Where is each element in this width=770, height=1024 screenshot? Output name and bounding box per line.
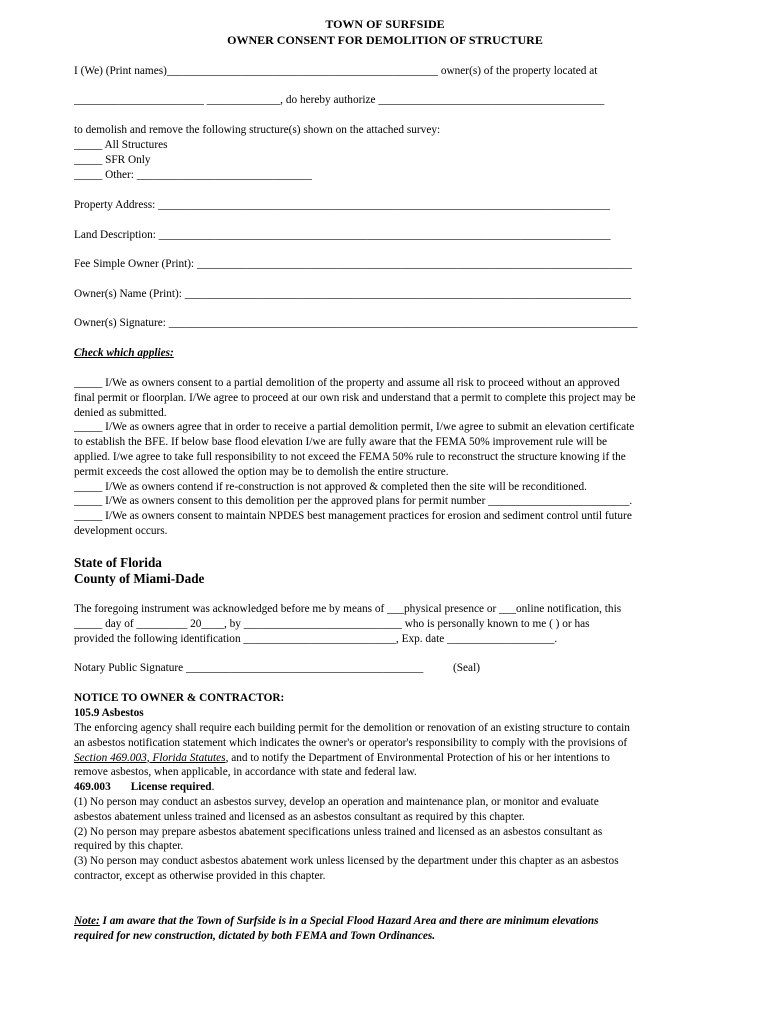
applies-line: permit exceeds the cost allowed the option may be to demolish the entire structure. — [74, 465, 449, 478]
authorize-line: _______________________ _____________, do hereby authorize ________________________________________ — [74, 94, 605, 106]
applies-line: applied. I/we agree to take full responsibility to not exceed the FEMA 50% rule to reconstruct the structure knowing if the — [74, 450, 626, 463]
license-line: contractor, except as otherwise provided in this chapter. — [74, 869, 326, 882]
statute-rest: , and to notify the Department of Environmental Protection of his or her intentions to — [225, 751, 610, 764]
license-section-title: License required — [130, 781, 212, 793]
land-description-field: Land Description: ________________________________________________________________________________ — [74, 229, 611, 241]
note-line-2: required for new construction, dictated by both FEMA and Town Ordinances. — [74, 929, 436, 942]
acknowledgment-block — [74, 602, 706, 646]
acknowledgment-line: _____ day of _________ 20____, by ____________________________ who is personally known to me ( ) or has — [74, 617, 590, 630]
notice-heading: NOTICE TO OWNER & CONTRACTOR: — [74, 692, 285, 704]
town-title: TOWN OF SURFSIDE — [325, 17, 445, 31]
demolish-intro: to demolish and remove the following structure(s) shown on the attached survey: — [74, 124, 441, 136]
license-line: (2) No person may prepare asbestos abatement specifications unless trained and licensed as an asbestos consultant as — [74, 825, 603, 838]
license-subheading: 469.003 License required. — [74, 781, 215, 793]
owner-names-line: I (We) (Print names)________________________________________________ owner(s) of the property located at — [74, 65, 598, 77]
owner-name-field: Owner(s) Name (Print): _______________________________________________________________________________ — [74, 288, 631, 300]
asbestos-line: remove asbestos, when applicable, in accordance with state and federal law. — [74, 766, 417, 779]
applies-list — [74, 376, 706, 539]
owner-signature-field: Owner(s) Signature: ___________________________________________________________________________________ — [74, 317, 638, 329]
flood-note — [74, 914, 706, 944]
asbestos-text — [74, 721, 706, 780]
asbestos-line — [74, 751, 706, 766]
acknowledgment-line: The foregoing instrument was acknowledged before me by means of ___physical presence or ___online notification, this — [74, 603, 622, 615]
form-title: OWNER CONSENT FOR DEMOLITION OF STRUCTURE — [227, 33, 543, 47]
fee-simple-owner-field: Fee Simple Owner (Print): _____________________________________________________________________________ — [74, 258, 632, 270]
option-all-structures: _____ All Structures — [74, 139, 168, 151]
license-line: asbestos abatement unless trained and licensed as an asbestos consultant as required by this chapter. — [74, 810, 525, 823]
option-sfr-only: _____ SFR Only — [74, 154, 151, 166]
applies-line: denied as submitted. — [74, 406, 167, 419]
applies-line: final permit or floorplan. I/We agree to proceed at our own risk and understand that a permit to complete this project may be — [74, 391, 636, 404]
license-line: required by this chapter. — [74, 840, 184, 853]
applies-line: to establish the BFE. If below base flood elevation I/we are fully aware that the FEMA 50% improvement rule will be — [74, 436, 608, 449]
asbestos-line: an asbestos notification statement which indicates the owner's or operator's responsibility to comply with the provisions of — [74, 736, 628, 749]
asbestos-subheading: 105.9 Asbestos — [74, 707, 144, 719]
acknowledgment-line: provided the following identification ___________________________, Exp. date ___________________. — [74, 632, 558, 645]
note-line-1: Note: I am aware that the Town of Surfside is in a Special Flood Hazard Area and there are minimum elevations — [74, 915, 599, 927]
asbestos-line: The enforcing agency shall require each building permit for the demolition or renovation of an existing structure to contain — [74, 722, 630, 734]
license-line: (1) No person may conduct an asbestos survey, develop an operation and maintenance plan, or monitor and evaluate — [74, 796, 599, 808]
statute-link[interactable]: Section 469.003, Florida Statutes — [74, 751, 226, 764]
license-section-number: 469.003 — [74, 781, 111, 793]
state-heading: State of Florida — [74, 555, 162, 570]
applies-line: development occurs. — [74, 524, 168, 537]
applies-line: _____ I/We as owners consent to this demolition per the approved plans for permit number _________________________. — [74, 495, 633, 508]
property-address-field: Property Address: ________________________________________________________________________________ — [74, 199, 610, 211]
notary-signature-line: Notary Public Signature __________________________________________ — [74, 662, 424, 674]
note-label: Note: — [74, 915, 100, 927]
check-applies-heading: Check which applies: — [74, 347, 174, 359]
county-heading: County of Miami-Dade — [74, 571, 205, 586]
seal-label: (Seal) — [453, 662, 480, 674]
applies-line: _____ I/We as owners agree that in order to receive a partial demolition permit, I/we agree to submit an elevation certificate — [74, 421, 635, 434]
option-other: _____ Other: _______________________________ — [74, 169, 312, 181]
license-text — [74, 795, 706, 884]
applies-line: _____ I/We as owners contend if re-construction is not approved & completed then the site will be reconditioned. — [74, 480, 587, 493]
applies-line: _____ I/We as owners consent to maintain NPDES best management practices for erosion and sediment control until future — [74, 510, 632, 523]
license-line: (3) No person may conduct asbestos abatement work unless licensed by the department under this chapter as an asbestos — [74, 855, 619, 868]
applies-line: _____ I/We as owners consent to a partial demolition of the property and assume all risk to proceed without an approved — [74, 377, 620, 389]
